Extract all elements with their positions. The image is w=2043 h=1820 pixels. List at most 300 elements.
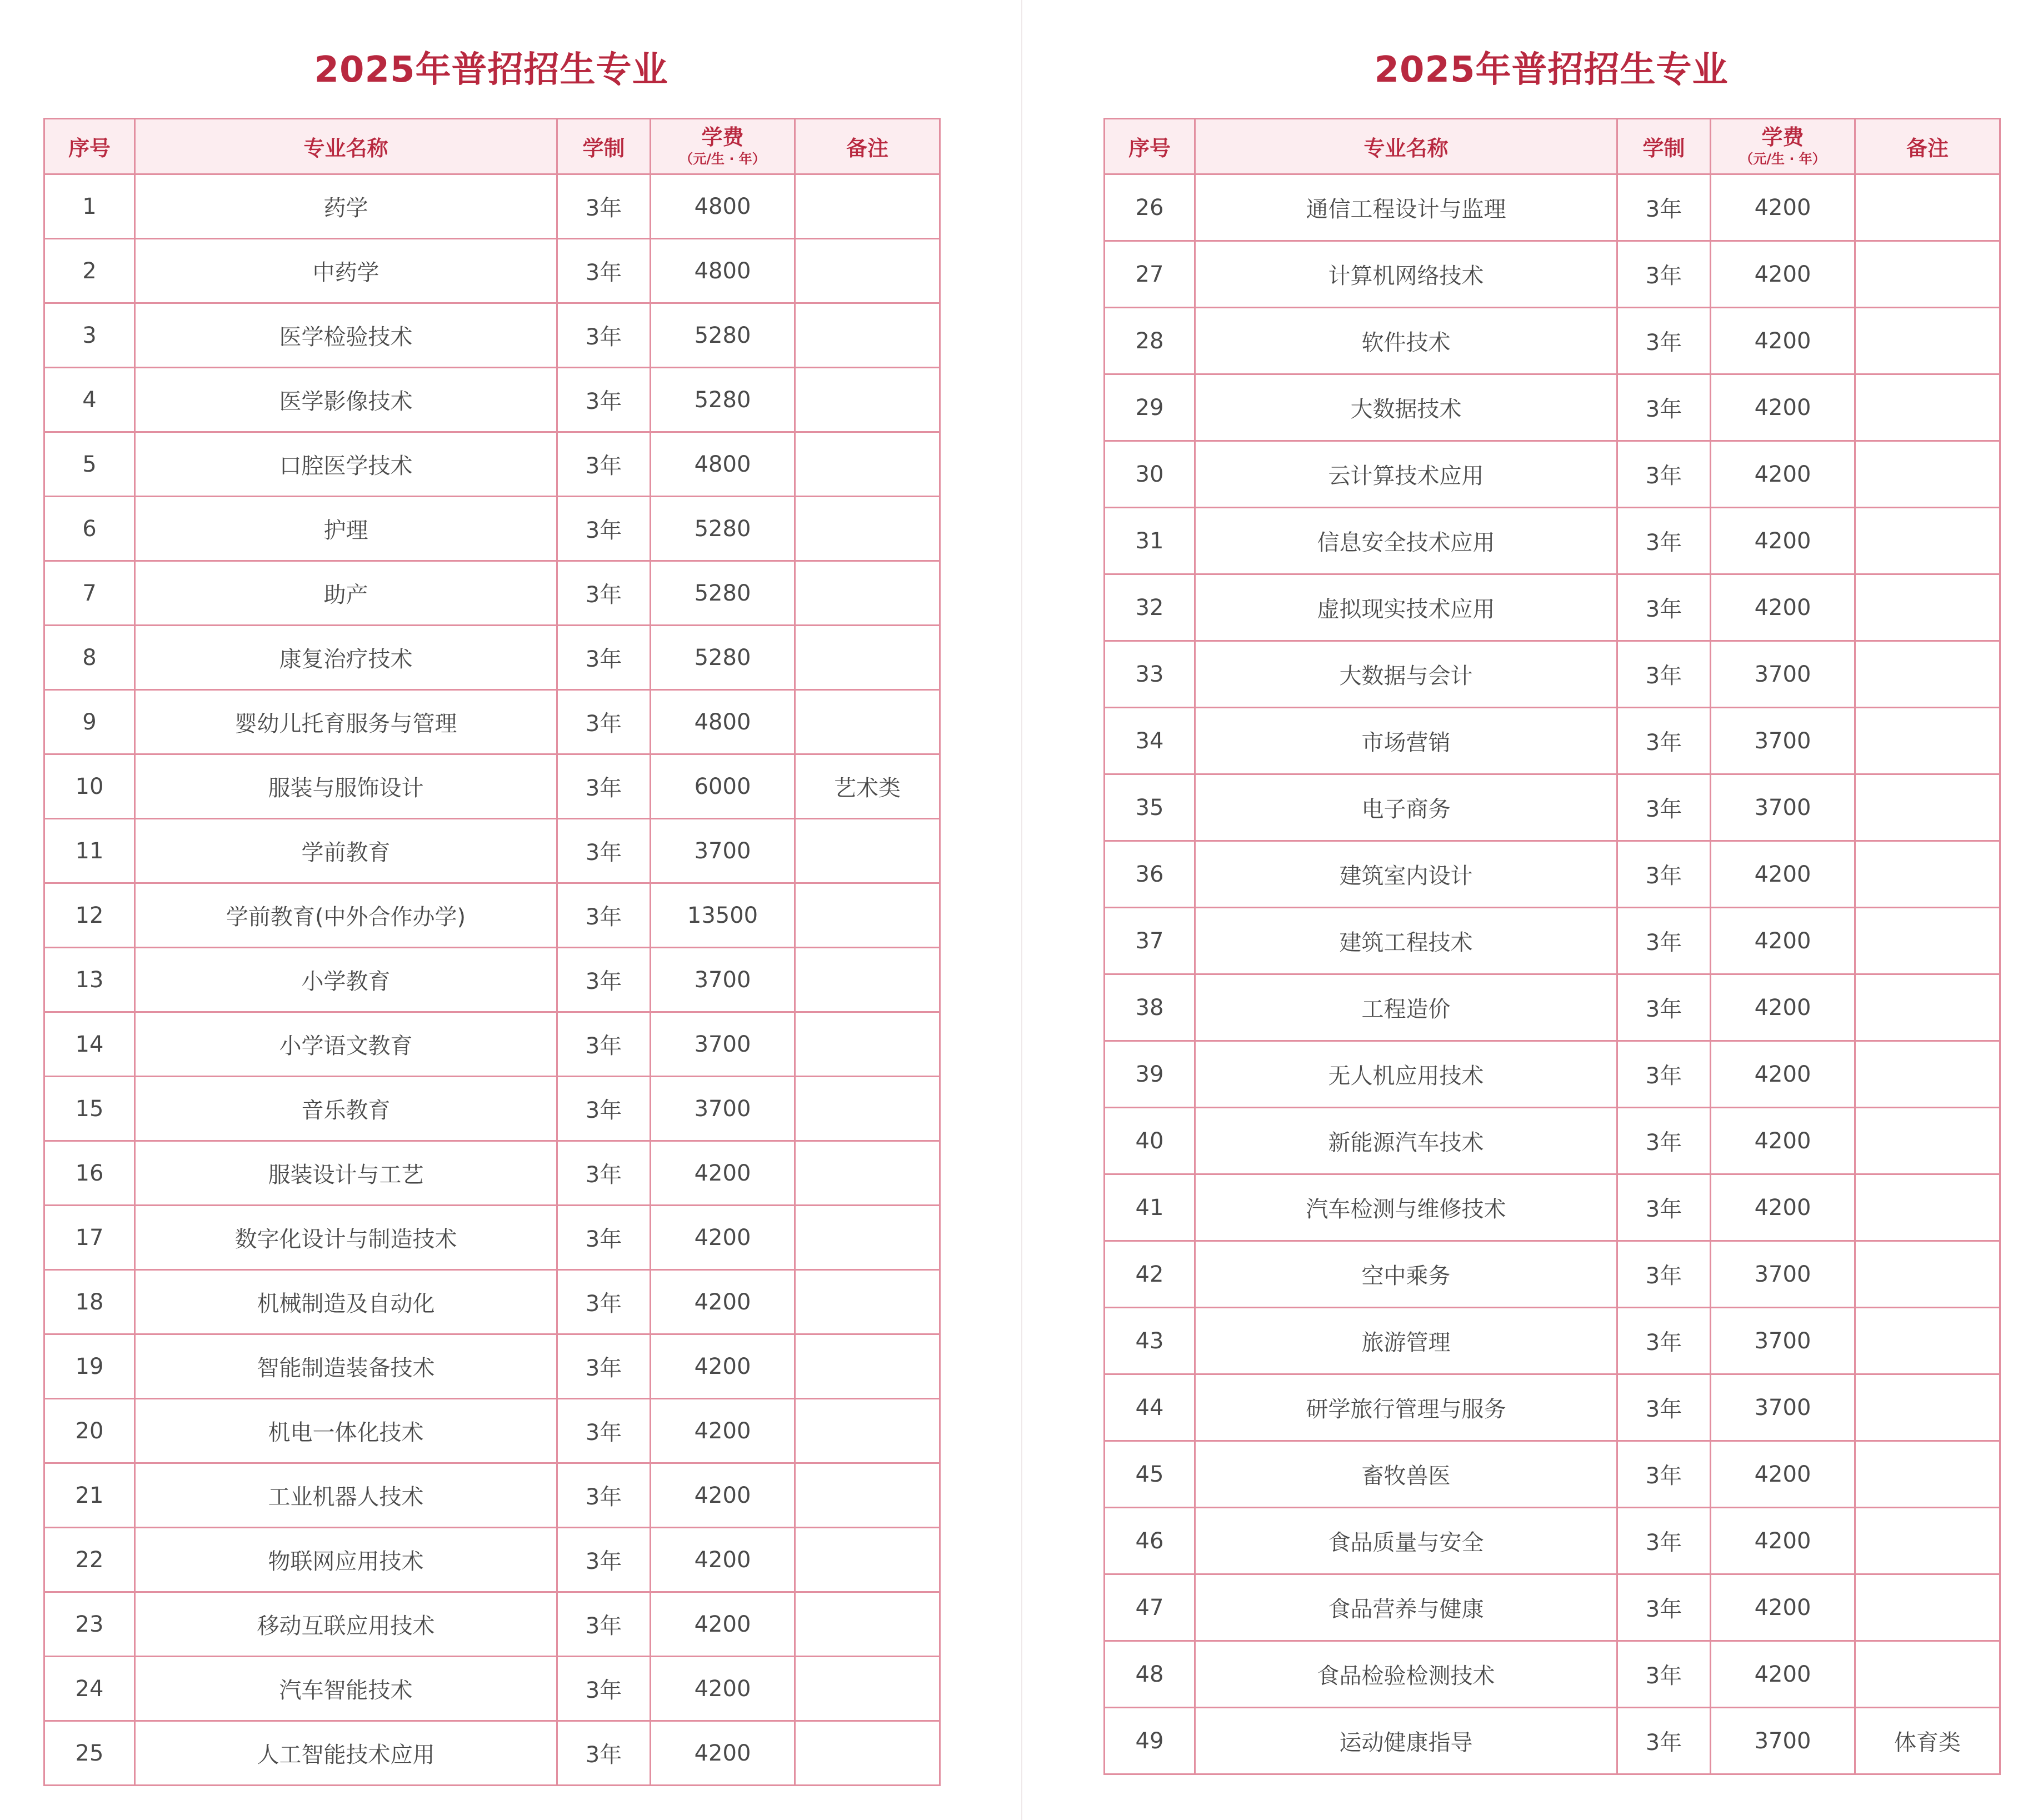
cell-length: 3年 bbox=[1617, 574, 1711, 641]
cell-length: 3年 bbox=[557, 1721, 651, 1786]
table-row bbox=[1105, 1374, 2000, 1441]
cell-fee: 3700 bbox=[1711, 1708, 1855, 1774]
cell-length: 3年 bbox=[557, 819, 651, 883]
cell-note bbox=[1855, 841, 2000, 908]
cell-length: 3年 bbox=[1617, 508, 1711, 574]
cell-major-name: 市场营销 bbox=[1195, 708, 1617, 774]
cell-fee: 4200 bbox=[1711, 1641, 1855, 1708]
cell-length: 3年 bbox=[1617, 308, 1711, 374]
cell-fee: 5280 bbox=[651, 303, 795, 368]
cell-no: 19 bbox=[44, 1334, 135, 1399]
cell-length: 3年 bbox=[557, 1334, 651, 1399]
cell-fee: 4200 bbox=[1711, 1574, 1855, 1641]
cell-length: 3年 bbox=[557, 1077, 651, 1141]
cell-length: 3年 bbox=[1617, 1441, 1711, 1508]
cell-fee: 4200 bbox=[1711, 174, 1855, 241]
page-title: 2025年普招招生专业 bbox=[314, 49, 668, 91]
table-row bbox=[44, 1077, 940, 1141]
table-row bbox=[44, 948, 940, 1012]
cell-no: 5 bbox=[44, 432, 135, 497]
table-row bbox=[44, 1399, 940, 1463]
cell-note bbox=[795, 819, 940, 883]
cell-no: 22 bbox=[44, 1528, 135, 1592]
cell-fee: 4200 bbox=[651, 1592, 795, 1657]
cell-note bbox=[795, 948, 940, 1012]
cell-major-name: 口腔医学技术 bbox=[135, 432, 557, 497]
cell-major-name: 机械制造及自动化 bbox=[135, 1270, 557, 1334]
cell-note bbox=[1855, 574, 2000, 641]
cell-no: 36 bbox=[1105, 841, 1195, 908]
table-row bbox=[1105, 1108, 2000, 1174]
cell-no: 23 bbox=[44, 1592, 135, 1657]
cell-length: 3年 bbox=[557, 883, 651, 948]
table-row bbox=[44, 1528, 940, 1592]
page-divider bbox=[1021, 0, 1022, 1820]
cell-length: 3年 bbox=[557, 1270, 651, 1334]
cell-length: 3年 bbox=[1617, 1508, 1711, 1574]
cell-no: 2 bbox=[44, 239, 135, 303]
header-length: 学制 bbox=[557, 119, 651, 174]
cell-major-name: 助产 bbox=[135, 561, 557, 626]
header-name: 专业名称 bbox=[1195, 119, 1617, 174]
table-row bbox=[1105, 508, 2000, 574]
cell-major-name: 智能制造装备技术 bbox=[135, 1334, 557, 1399]
table-row bbox=[1105, 174, 2000, 241]
cell-no: 46 bbox=[1105, 1508, 1195, 1574]
cell-no: 44 bbox=[1105, 1374, 1195, 1441]
page-title: 2025年普招招生专业 bbox=[1374, 49, 1729, 91]
cell-major-name: 云计算技术应用 bbox=[1195, 441, 1617, 508]
cell-fee: 4200 bbox=[1711, 441, 1855, 508]
table-row bbox=[44, 432, 940, 497]
cell-length: 3年 bbox=[1617, 1574, 1711, 1641]
cell-major-name: 新能源汽车技术 bbox=[1195, 1108, 1617, 1174]
cell-fee: 4200 bbox=[1711, 374, 1855, 441]
cell-fee: 3700 bbox=[1711, 1241, 1855, 1308]
cell-note: 体育类 bbox=[1855, 1708, 2000, 1774]
table-row bbox=[44, 1463, 940, 1528]
cell-no: 31 bbox=[1105, 508, 1195, 574]
table-row bbox=[44, 1012, 940, 1077]
table-row bbox=[44, 1592, 940, 1657]
cell-note bbox=[1855, 641, 2000, 708]
cell-no: 26 bbox=[1105, 174, 1195, 241]
cell-fee: 4200 bbox=[651, 1463, 795, 1528]
cell-note bbox=[1855, 774, 2000, 841]
cell-note bbox=[1855, 1174, 2000, 1241]
cell-note bbox=[795, 883, 940, 948]
cell-major-name: 工程造价 bbox=[1195, 974, 1617, 1041]
cell-length: 3年 bbox=[1617, 974, 1711, 1041]
cell-length: 3年 bbox=[557, 948, 651, 1012]
cell-length: 3年 bbox=[1617, 1174, 1711, 1241]
cell-note bbox=[1855, 308, 2000, 374]
cell-no: 4 bbox=[44, 368, 135, 432]
cell-major-name: 建筑室内设计 bbox=[1195, 841, 1617, 908]
cell-length: 3年 bbox=[557, 174, 651, 239]
cell-no: 16 bbox=[44, 1141, 135, 1206]
cell-no: 3 bbox=[44, 303, 135, 368]
cell-note: 艺术类 bbox=[795, 754, 940, 819]
cell-no: 20 bbox=[44, 1399, 135, 1463]
cell-no: 35 bbox=[1105, 774, 1195, 841]
cell-note bbox=[795, 626, 940, 690]
table-row bbox=[44, 1206, 940, 1270]
cell-note bbox=[1855, 1041, 2000, 1108]
cell-no: 9 bbox=[44, 690, 135, 754]
cell-major-name: 工业机器人技术 bbox=[135, 1463, 557, 1528]
cell-fee: 4200 bbox=[651, 1528, 795, 1592]
cell-length: 3年 bbox=[1617, 1708, 1711, 1774]
cell-no: 13 bbox=[44, 948, 135, 1012]
cell-length: 3年 bbox=[1617, 1374, 1711, 1441]
cell-note bbox=[795, 1077, 940, 1141]
table-header-row bbox=[1105, 119, 2000, 174]
cell-major-name: 空中乘务 bbox=[1195, 1241, 1617, 1308]
cell-fee: 4200 bbox=[1711, 241, 1855, 308]
cell-note bbox=[1855, 374, 2000, 441]
cell-major-name: 中药学 bbox=[135, 239, 557, 303]
cell-no: 42 bbox=[1105, 1241, 1195, 1308]
cell-length: 3年 bbox=[1617, 708, 1711, 774]
cell-note bbox=[795, 1141, 940, 1206]
cell-note bbox=[1855, 508, 2000, 574]
cell-no: 41 bbox=[1105, 1174, 1195, 1241]
cell-major-name: 康复治疗技术 bbox=[135, 626, 557, 690]
cell-no: 43 bbox=[1105, 1308, 1195, 1374]
cell-fee: 4200 bbox=[1711, 908, 1855, 974]
cell-fee: 3700 bbox=[651, 819, 795, 883]
cell-length: 3年 bbox=[557, 1463, 651, 1528]
cell-no: 45 bbox=[1105, 1441, 1195, 1508]
cell-fee: 5280 bbox=[651, 497, 795, 561]
cell-length: 3年 bbox=[557, 239, 651, 303]
cell-note bbox=[795, 1463, 940, 1528]
cell-major-name: 汽车检测与维修技术 bbox=[1195, 1174, 1617, 1241]
cell-fee: 13500 bbox=[651, 883, 795, 948]
table-row bbox=[44, 561, 940, 626]
cell-major-name: 婴幼儿托育服务与管理 bbox=[135, 690, 557, 754]
cell-note bbox=[1855, 1441, 2000, 1508]
cell-fee: 4200 bbox=[1711, 1108, 1855, 1174]
cell-fee: 4800 bbox=[651, 690, 795, 754]
header-fee bbox=[1711, 119, 1855, 174]
table-row bbox=[1105, 1708, 2000, 1774]
cell-note bbox=[795, 1721, 940, 1786]
cell-major-name: 汽车智能技术 bbox=[135, 1657, 557, 1721]
cell-no: 28 bbox=[1105, 308, 1195, 374]
cell-fee: 4800 bbox=[651, 239, 795, 303]
cell-length: 3年 bbox=[1617, 241, 1711, 308]
cell-length: 3年 bbox=[557, 754, 651, 819]
cell-length: 3年 bbox=[1617, 1308, 1711, 1374]
cell-no: 29 bbox=[1105, 374, 1195, 441]
table-row bbox=[44, 1657, 940, 1721]
cell-major-name: 服装设计与工艺 bbox=[135, 1141, 557, 1206]
cell-note bbox=[795, 239, 940, 303]
cell-length: 3年 bbox=[557, 497, 651, 561]
cell-note bbox=[795, 1206, 940, 1270]
cell-major-name: 小学教育 bbox=[135, 948, 557, 1012]
cell-fee: 3700 bbox=[651, 1077, 795, 1141]
cell-major-name: 小学语文教育 bbox=[135, 1012, 557, 1077]
table-row bbox=[1105, 1174, 2000, 1241]
cell-note bbox=[795, 561, 940, 626]
cell-note bbox=[795, 1334, 940, 1399]
cell-note bbox=[1855, 1641, 2000, 1708]
cell-note bbox=[795, 368, 940, 432]
cell-no: 6 bbox=[44, 497, 135, 561]
header-name: 专业名称 bbox=[135, 119, 557, 174]
cell-major-name: 医学检验技术 bbox=[135, 303, 557, 368]
cell-fee: 3700 bbox=[1711, 1308, 1855, 1374]
cell-no: 17 bbox=[44, 1206, 135, 1270]
cell-fee: 3700 bbox=[651, 948, 795, 1012]
header-note: 备注 bbox=[1855, 119, 2000, 174]
cell-no: 48 bbox=[1105, 1641, 1195, 1708]
cell-major-name: 学前教育(中外合作办学) bbox=[135, 883, 557, 948]
header-note: 备注 bbox=[795, 119, 940, 174]
cell-major-name: 计算机网络技术 bbox=[1195, 241, 1617, 308]
cell-major-name: 医学影像技术 bbox=[135, 368, 557, 432]
cell-fee: 4200 bbox=[1711, 1174, 1855, 1241]
cell-major-name: 物联网应用技术 bbox=[135, 1528, 557, 1592]
cell-length: 3年 bbox=[1617, 641, 1711, 708]
cell-length: 3年 bbox=[1617, 1108, 1711, 1174]
cell-no: 30 bbox=[1105, 441, 1195, 508]
cell-length: 3年 bbox=[557, 303, 651, 368]
cell-fee: 4800 bbox=[651, 432, 795, 497]
cell-note bbox=[795, 1592, 940, 1657]
majors-table bbox=[1103, 118, 2001, 1775]
cell-note bbox=[1855, 974, 2000, 1041]
cell-note bbox=[795, 497, 940, 561]
cell-major-name: 护理 bbox=[135, 497, 557, 561]
cell-major-name: 旅游管理 bbox=[1195, 1308, 1617, 1374]
table-row bbox=[1105, 1641, 2000, 1708]
cell-length: 3年 bbox=[1617, 441, 1711, 508]
table-row bbox=[1105, 1441, 2000, 1508]
cell-no: 38 bbox=[1105, 974, 1195, 1041]
cell-major-name: 大数据技术 bbox=[1195, 374, 1617, 441]
cell-note bbox=[795, 303, 940, 368]
cell-fee: 4200 bbox=[651, 1206, 795, 1270]
cell-no: 21 bbox=[44, 1463, 135, 1528]
cell-length: 3年 bbox=[1617, 374, 1711, 441]
table-row bbox=[1105, 308, 2000, 374]
cell-no: 15 bbox=[44, 1077, 135, 1141]
table-row bbox=[44, 626, 940, 690]
cell-major-name: 服装与服饰设计 bbox=[135, 754, 557, 819]
table-row bbox=[44, 239, 940, 303]
cell-length: 3年 bbox=[557, 561, 651, 626]
cell-major-name: 运动健康指导 bbox=[1195, 1708, 1617, 1774]
cell-fee: 4200 bbox=[1711, 574, 1855, 641]
cell-fee: 4200 bbox=[651, 1399, 795, 1463]
cell-fee: 4800 bbox=[651, 174, 795, 239]
cell-fee: 4200 bbox=[1711, 1041, 1855, 1108]
cell-fee: 4200 bbox=[1711, 841, 1855, 908]
cell-note bbox=[795, 1012, 940, 1077]
table-row bbox=[44, 690, 940, 754]
cell-no: 27 bbox=[1105, 241, 1195, 308]
cell-no: 32 bbox=[1105, 574, 1195, 641]
header-fee-unit: （元/生 · 年） bbox=[1740, 151, 1826, 167]
cell-major-name: 人工智能技术应用 bbox=[135, 1721, 557, 1786]
cell-no: 34 bbox=[1105, 708, 1195, 774]
cell-no: 49 bbox=[1105, 1708, 1195, 1774]
header-fee-unit: （元/生 · 年） bbox=[680, 151, 766, 167]
table-row bbox=[44, 497, 940, 561]
table-row bbox=[44, 1721, 940, 1786]
cell-length: 3年 bbox=[557, 1657, 651, 1721]
cell-note bbox=[1855, 1374, 2000, 1441]
cell-major-name: 虚拟现实技术应用 bbox=[1195, 574, 1617, 641]
cell-fee: 5280 bbox=[651, 561, 795, 626]
cell-no: 7 bbox=[44, 561, 135, 626]
cell-note bbox=[1855, 241, 2000, 308]
table-row bbox=[44, 368, 940, 432]
cell-note bbox=[1855, 1508, 2000, 1574]
cell-no: 14 bbox=[44, 1012, 135, 1077]
cell-major-name: 畜牧兽医 bbox=[1195, 1441, 1617, 1508]
cell-fee: 3700 bbox=[651, 1012, 795, 1077]
cell-fee: 4200 bbox=[651, 1141, 795, 1206]
cell-major-name: 学前教育 bbox=[135, 819, 557, 883]
cell-major-name: 药学 bbox=[135, 174, 557, 239]
header-length: 学制 bbox=[1617, 119, 1711, 174]
cell-fee: 3700 bbox=[1711, 641, 1855, 708]
table-row bbox=[44, 1270, 940, 1334]
table-row bbox=[1105, 974, 2000, 1041]
cell-note bbox=[795, 690, 940, 754]
cell-length: 3年 bbox=[1617, 908, 1711, 974]
header-fee bbox=[651, 119, 795, 174]
cell-no: 39 bbox=[1105, 1041, 1195, 1108]
cell-fee: 4200 bbox=[1711, 508, 1855, 574]
cell-note bbox=[1855, 1108, 2000, 1174]
cell-fee: 4200 bbox=[1711, 308, 1855, 374]
header-fee-label: 学费 bbox=[701, 125, 744, 150]
header-fee-label: 学费 bbox=[1761, 125, 1804, 150]
table-row bbox=[44, 174, 940, 239]
cell-no: 47 bbox=[1105, 1574, 1195, 1641]
cell-note bbox=[1855, 174, 2000, 241]
cell-major-name: 建筑工程技术 bbox=[1195, 908, 1617, 974]
cell-fee: 3700 bbox=[1711, 774, 1855, 841]
header-no: 序号 bbox=[1105, 119, 1195, 174]
cell-note bbox=[795, 1270, 940, 1334]
cell-no: 25 bbox=[44, 1721, 135, 1786]
cell-fee: 3700 bbox=[1711, 708, 1855, 774]
table-row bbox=[1105, 841, 2000, 908]
cell-no: 12 bbox=[44, 883, 135, 948]
cell-note bbox=[795, 1399, 940, 1463]
table-row bbox=[1105, 641, 2000, 708]
cell-length: 3年 bbox=[557, 1206, 651, 1270]
cell-major-name: 软件技术 bbox=[1195, 308, 1617, 374]
cell-length: 3年 bbox=[1617, 841, 1711, 908]
table-body bbox=[1105, 174, 2000, 1774]
table-row bbox=[1105, 1041, 2000, 1108]
header-no: 序号 bbox=[44, 119, 135, 174]
cell-fee: 5280 bbox=[651, 626, 795, 690]
table-row bbox=[1105, 774, 2000, 841]
cell-note bbox=[795, 174, 940, 239]
cell-major-name: 食品检验检测技术 bbox=[1195, 1641, 1617, 1708]
cell-length: 3年 bbox=[1617, 174, 1711, 241]
cell-note bbox=[1855, 1574, 2000, 1641]
table-row bbox=[1105, 708, 2000, 774]
left-page bbox=[43, 0, 939, 1820]
cell-no: 24 bbox=[44, 1657, 135, 1721]
cell-fee: 4200 bbox=[1711, 1441, 1855, 1508]
cell-major-name: 食品质量与安全 bbox=[1195, 1508, 1617, 1574]
cell-note bbox=[795, 1657, 940, 1721]
cell-length: 3年 bbox=[557, 1012, 651, 1077]
cell-major-name: 无人机应用技术 bbox=[1195, 1041, 1617, 1108]
majors-table bbox=[43, 118, 941, 1786]
table-row bbox=[1105, 908, 2000, 974]
cell-fee: 5280 bbox=[651, 368, 795, 432]
cell-no: 37 bbox=[1105, 908, 1195, 974]
cell-fee: 3700 bbox=[1711, 1374, 1855, 1441]
cell-major-name: 大数据与会计 bbox=[1195, 641, 1617, 708]
table-row bbox=[1105, 1241, 2000, 1308]
cell-major-name: 音乐教育 bbox=[135, 1077, 557, 1141]
cell-length: 3年 bbox=[557, 626, 651, 690]
table-row bbox=[1105, 1308, 2000, 1374]
table-row bbox=[44, 1141, 940, 1206]
cell-no: 18 bbox=[44, 1270, 135, 1334]
cell-note bbox=[795, 1528, 940, 1592]
table-row bbox=[1105, 241, 2000, 308]
table-header-row bbox=[44, 119, 940, 174]
cell-major-name: 通信工程设计与监理 bbox=[1195, 174, 1617, 241]
cell-major-name: 数字化设计与制造技术 bbox=[135, 1206, 557, 1270]
cell-no: 10 bbox=[44, 754, 135, 819]
cell-note bbox=[795, 432, 940, 497]
cell-note bbox=[1855, 1308, 2000, 1374]
cell-major-name: 信息安全技术应用 bbox=[1195, 508, 1617, 574]
table-body bbox=[44, 174, 940, 1786]
cell-major-name: 机电一体化技术 bbox=[135, 1399, 557, 1463]
cell-length: 3年 bbox=[557, 1399, 651, 1463]
cell-length: 3年 bbox=[1617, 1641, 1711, 1708]
cell-major-name: 电子商务 bbox=[1195, 774, 1617, 841]
table-row bbox=[1105, 1574, 2000, 1641]
cell-fee: 4200 bbox=[651, 1270, 795, 1334]
cell-note bbox=[1855, 1241, 2000, 1308]
cell-fee: 4200 bbox=[1711, 974, 1855, 1041]
table-row bbox=[1105, 374, 2000, 441]
cell-fee: 4200 bbox=[651, 1334, 795, 1399]
table-row bbox=[44, 303, 940, 368]
cell-length: 3年 bbox=[557, 1141, 651, 1206]
cell-note bbox=[1855, 708, 2000, 774]
cell-no: 8 bbox=[44, 626, 135, 690]
cell-fee: 4200 bbox=[1711, 1508, 1855, 1574]
table-row bbox=[1105, 441, 2000, 508]
cell-length: 3年 bbox=[557, 1592, 651, 1657]
cell-length: 3年 bbox=[1617, 774, 1711, 841]
cell-fee: 6000 bbox=[651, 754, 795, 819]
cell-length: 3年 bbox=[1617, 1041, 1711, 1108]
table-row bbox=[1105, 574, 2000, 641]
cell-note bbox=[1855, 908, 2000, 974]
cell-fee: 4200 bbox=[651, 1721, 795, 1786]
cell-major-name: 移动互联应用技术 bbox=[135, 1592, 557, 1657]
